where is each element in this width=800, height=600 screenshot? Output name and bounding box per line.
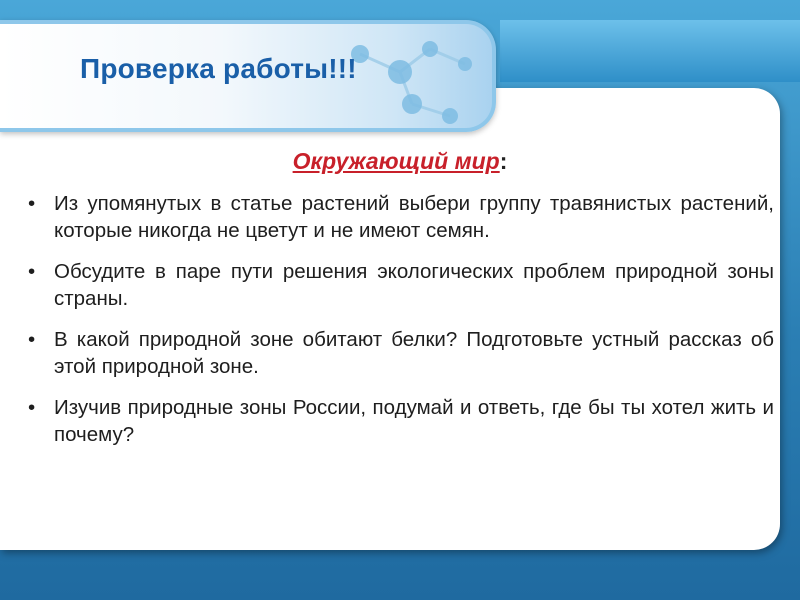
subtitle-text: Окружающий мир xyxy=(292,148,500,174)
bullet-text: В какой природной зоне обитают белки? Подготовьте устный рассказ об этой природной зоне. xyxy=(54,328,774,378)
bullet-text: Из упомянутых в статье растений выбери группу травянистых растений, которые никогда не цветут и не имеют семян. xyxy=(54,192,774,242)
bullet-text: Обсудите в паре пути решения экологических проблем природной зоны страны. xyxy=(54,260,774,310)
bullet-item xyxy=(26,394,774,448)
bullet-dot: • xyxy=(28,396,36,419)
bullet-text: Изучив природные зоны России, подумай и ответь, где бы ты хотел жить и почему? xyxy=(54,396,774,446)
bullet-dot: • xyxy=(28,260,36,283)
top-stripe xyxy=(500,20,800,82)
bullet-item xyxy=(26,190,774,244)
slide-title: Проверка работы!!! xyxy=(80,53,357,84)
slide-subtitle xyxy=(0,148,800,175)
bullet-item xyxy=(26,326,774,380)
bullet-dot: • xyxy=(28,328,36,351)
bullet-list xyxy=(26,190,774,462)
bullet-dot: • xyxy=(28,192,36,215)
subtitle-colon: : xyxy=(499,148,508,174)
bullet-item xyxy=(26,258,774,312)
